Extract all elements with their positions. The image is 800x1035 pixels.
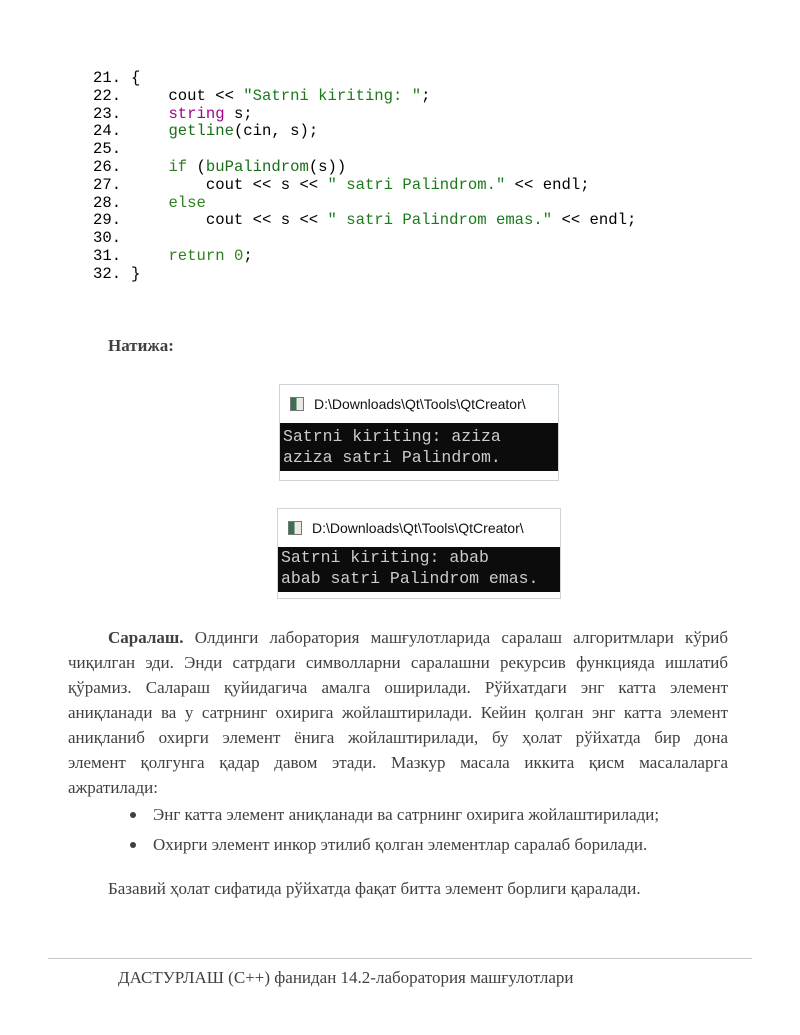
code-listing (93, 70, 636, 284)
code-line (93, 159, 636, 177)
list-item (130, 830, 659, 860)
para-line: аниқланиб охирги элемент ёнига жойлаштирилади, бу ҳолат рўйхатда бир дона (68, 728, 728, 747)
code-line (93, 248, 636, 266)
code-token: "Satrni kiriting: " (243, 86, 422, 105)
console-titlebar (278, 509, 560, 547)
bullet-icon (130, 812, 136, 818)
list-item-text: Охирги элемент инкор этилиб қолган элементлар саралаб борилади. (153, 835, 648, 854)
code-token: ( (187, 157, 206, 176)
code-token: buPalindrom (205, 157, 309, 176)
bullet-icon (130, 842, 136, 848)
code-token: " satri Palindrom." (327, 175, 506, 194)
code-token (131, 158, 168, 176)
console-titlebar (280, 385, 558, 423)
code-line (93, 123, 636, 141)
base-case-paragraph: Базавий ҳолат сифатида рўйхатда фақат битта элемент борлиги қаралади. (108, 879, 641, 898)
console-line: abab satri Palindrom emas. (281, 569, 539, 588)
code-token: { (131, 69, 141, 87)
console-title: D:\Downloads\Qt\Tools\QtCreator\ (314, 396, 526, 412)
code-token: string (168, 104, 225, 123)
code-line (93, 212, 636, 230)
bullet-list (130, 800, 659, 860)
code-token: ; (243, 246, 253, 265)
sorting-paragraph-body (68, 650, 728, 800)
console-title: D:\Downloads\Qt\Tools\QtCreator\ (312, 520, 524, 536)
code-token (131, 122, 168, 140)
para-line: чиқилган эди. Энди сатрдаги символларни саралашни рекурсив функцияда ишлатиб (68, 653, 728, 672)
line-number: 28. (93, 193, 122, 212)
console-output (280, 423, 558, 471)
console-line: Satrni kiriting: aziza (283, 427, 501, 446)
para-line-text: Олдинги лаборатория машғулотларида саралаш алгоритмлари кўриб (183, 628, 728, 647)
code-token: << endl; (505, 175, 590, 194)
code-token: cout << s << (131, 175, 328, 194)
code-token (225, 247, 234, 265)
para-line: ажратилади: (68, 778, 158, 797)
line-number: 21. (93, 69, 122, 87)
code-token: if (168, 157, 188, 176)
code-token: cout << (131, 86, 244, 105)
line-number: 25. (93, 140, 122, 159)
code-line (93, 70, 636, 88)
code-token: s; (224, 104, 253, 123)
code-token: cout << s << (131, 211, 328, 230)
list-item (130, 800, 659, 830)
sorting-heading: Саралаш. (108, 628, 184, 647)
para-line: элемент қолгунга қадар давом этади. Мазкур масала иккита қисм масалаларга (68, 753, 728, 772)
code-token: (cin, s); (233, 122, 319, 141)
code-line (93, 141, 636, 159)
line-number: 32. (93, 264, 122, 283)
code-token: 0 (233, 246, 244, 265)
code-token: << endl; (552, 211, 637, 230)
line-number: 27. (93, 175, 122, 194)
code-line (93, 195, 636, 213)
para-line (108, 625, 728, 650)
code-line (93, 106, 636, 124)
code-token: (s)) (308, 157, 347, 176)
console-window-2 (277, 508, 561, 599)
code-token: getline (168, 122, 234, 141)
code-token (131, 247, 168, 265)
console-line: aziza satri Palindrom. (283, 448, 501, 467)
code-token (131, 194, 168, 212)
code-line (93, 266, 636, 284)
list-item-text: Энг катта элемент аниқланади ва сатрнинг охирига жойлаштирилади; (153, 805, 660, 824)
console-app-icon (288, 521, 302, 535)
sorting-paragraph (108, 625, 728, 650)
result-label: Натижа: (108, 336, 174, 355)
code-line (93, 88, 636, 106)
line-number: 24. (93, 122, 122, 141)
code-token (131, 105, 168, 123)
code-token: else (168, 193, 206, 212)
line-number: 29. (93, 211, 122, 230)
console-window-1 (279, 384, 559, 481)
code-token: return (168, 246, 225, 265)
footer-text: ДАСТУРЛАШ (C++) фанидан 14.2-лаборатория машғулотлари (118, 968, 574, 987)
code-line (93, 230, 636, 248)
code-token: ; (421, 86, 431, 105)
line-number: 30. (93, 229, 122, 248)
line-number: 22. (93, 86, 122, 105)
console-app-icon (290, 397, 304, 411)
code-line (93, 177, 636, 195)
para-line: аниқланади ва у сатрнинг охирига жойлаштирилади. Кейин қолган энг катта элемент (68, 703, 728, 722)
line-number: 23. (93, 104, 122, 123)
footer-divider (48, 958, 752, 959)
console-output (278, 547, 560, 592)
console-line: Satrni kiriting: abab (281, 548, 489, 567)
line-number: 26. (93, 157, 122, 176)
para-line: қўрамиз. Саларaш қуйидагича амалга оширилади. Рўйхатдаги энг катта элемент (68, 678, 728, 697)
line-number: 31. (93, 246, 122, 265)
code-token: " satri Palindrom emas." (327, 211, 553, 230)
code-token: } (131, 264, 141, 283)
